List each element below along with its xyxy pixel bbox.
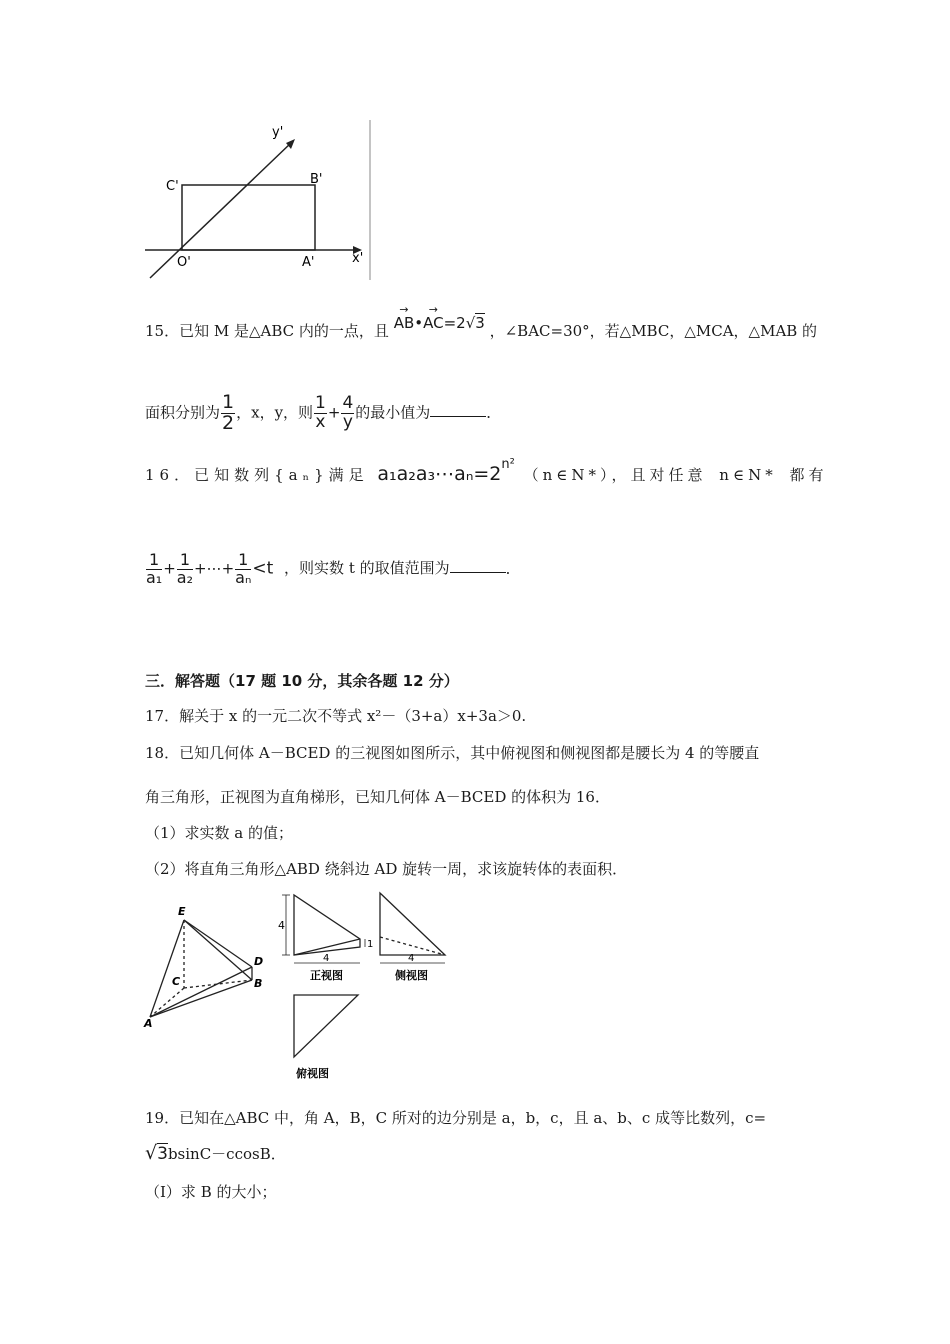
half-denominator: 2 [222,411,235,434]
front-width-label: 4 [323,953,330,964]
q15-end: ． [486,403,502,422]
answer-blank [450,558,506,573]
x-axis-label: x' [352,251,364,266]
vertex-b-label: B [254,977,263,990]
q16-end: ． [505,559,521,578]
point-b-label: B' [310,172,323,187]
vertex-c-label: C [172,975,181,988]
top-view-caption: 俯视图 [296,1067,329,1080]
three-view-figure [140,885,470,1095]
point-a-label: A' [302,255,315,270]
point-c-label: C' [166,179,179,194]
plus-sign: + [163,559,176,578]
plus-sign: + [327,403,341,422]
q16-product: a₁a₂a₃⋯aₙ=2 [377,463,502,485]
sqrt-icon: √ [145,1142,158,1164]
fraction-one-half [221,393,235,434]
r1-denominator: a₁ [146,567,163,587]
side-view-caption: 侧视图 [395,969,428,982]
front-view-caption: 正视图 [310,969,343,982]
equals-two: =2 [443,314,466,332]
question-18-line-2: 角三角形，正视图为直角梯形，已知几何体 A－BCED 的体积为 16． [145,788,610,806]
q19-line2-suffix: bsinC－ccosB． [167,1145,286,1163]
vertex-d-label: D [254,955,264,968]
fraction-1-over-a2 [177,552,193,587]
side-width-label: 4 [408,953,415,964]
solid-diagram [150,920,252,1017]
q15-vector-expression [394,314,490,332]
f2-numerator: 4 [342,393,354,414]
f2-denominator: y [342,411,353,432]
sqrt-arg: 3 [157,1144,168,1164]
q16-prefix: 16．已知数列{aₙ}满足 [145,466,369,484]
q15-line2-prefix: 面积分别为 [145,403,221,422]
q16-exponent: n² [501,457,515,472]
q16-line2-suffix: ，则实数 t 的取值范围为 [284,559,450,578]
q15-xy: ，x，y，则 [236,403,314,422]
fraction-1-over-an [235,552,251,587]
fraction-4-over-y [341,395,354,432]
question-17: 17．解关于 x 的一元二次不等式 x²－（3+a）x+3a＞0. [145,707,527,725]
sqrt-arg: 3 [475,314,485,332]
y-axis-label: y' [272,125,284,140]
vertex-a-label: A [144,1017,153,1030]
answer-blank [430,402,486,417]
dot-operator: • [414,314,424,332]
r2-denominator: a₂ [176,567,194,587]
question-16-line-2 [145,552,521,587]
sqrt-icon: √ [465,314,476,332]
half-numerator: 1 [222,391,235,413]
top-view [294,995,358,1057]
vertex-e-label: E [178,905,186,918]
r1-numerator: 1 [146,552,162,570]
r2-numerator: 1 [177,552,193,570]
less-than-t: <t [252,558,274,579]
question-18-part-2: （2）将直角三角形△ABD 绕斜边 AD 旋转一周，求该旋转体的表面积． [145,860,628,878]
rn-numerator: 1 [235,552,251,570]
fraction-1-over-a1 [146,552,162,587]
question-16-line-1 [145,457,828,485]
vector-ab: → AB [394,314,415,332]
vector-ac: → AC [423,314,443,332]
q15-prefix: 15．已知 M 是△ABC 内的一点，且 [145,322,389,340]
q16-suffix: （n∈N*），且对任意 n∈N* 都有 [523,466,828,484]
oblique-axes-figure [140,120,380,285]
q15-suffix: ，∠BAC=30°，若△MBC，△MCA，△MAB 的 [489,322,818,340]
ellipsis-sum: +⋯+ [194,559,235,578]
fraction-1-over-x [314,395,327,432]
question-18-part-1: （1）求实数 a 的值； [145,824,294,842]
question-19-line-1: 19．已知在△ABC 中，角 A，B，C 所对的边分别是 a，b，c，且 a、b、c 成等比数列，c= [145,1109,767,1127]
f1-denominator: x [315,411,326,432]
question-19-line-2 [145,1142,286,1164]
question-19-part-1: （Ⅰ）求 B 的大小； [145,1183,277,1201]
question-15-line-1 [145,314,818,341]
section-heading: 三．解答题（17 题 10 分，其余各题 12 分） [145,672,459,690]
question-15-line-2 [145,393,501,434]
f1-numerator: 1 [315,393,326,414]
rn-denominator: aₙ [235,567,252,587]
origin-label: O' [177,255,191,270]
front-height-label: 4 [278,919,285,932]
front-small-label: 1 [367,939,374,950]
question-18-line-1: 18．已知几何体 A－BCED 的三视图如图所示，其中俯视图和侧视图都是腰长为 4 的等腰直 [145,744,760,762]
q15-line2-suffix: 的最小值为 [355,403,431,422]
